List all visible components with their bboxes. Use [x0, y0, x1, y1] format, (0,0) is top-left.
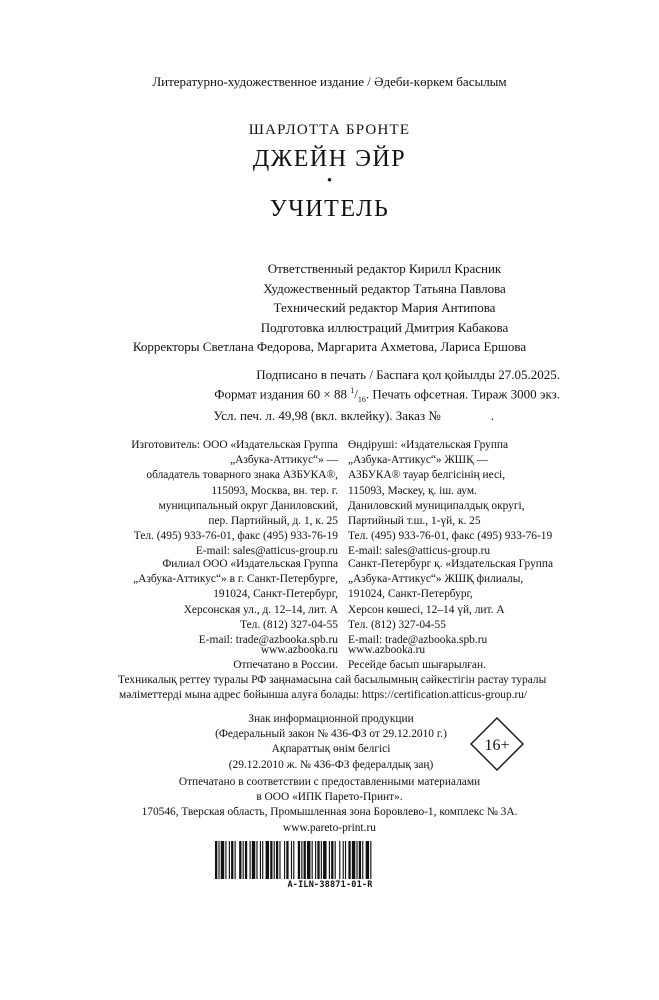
barcode-bar	[345, 841, 346, 879]
manufacturer-ru-line: муниципальный округ Даниловский,	[158, 499, 338, 512]
branch-kz-line: Херсон көшесі, 12–14 үй, лит. А	[348, 603, 505, 616]
fraction-denominator: 16	[357, 394, 366, 404]
manufacturer-kz-line: E-mail: sales@atticus-group.ru	[348, 545, 491, 558]
barcode-bar	[270, 841, 272, 879]
branch-ru-line: Тел. (812) 327-04-55	[240, 618, 338, 631]
manufacturer-kz-line: АЗБУКА® тауар белгісінің иесі,	[348, 469, 506, 482]
manufacturer-ru-line: E-mail: sales@atticus-group.ru	[195, 545, 338, 558]
branch-ru-line: E-mail: trade@azbooka.spb.ru	[198, 634, 338, 647]
barcode-bar	[291, 841, 292, 879]
age-rating-text: 16+	[484, 737, 510, 754]
author-name: ШАРЛОТТА БРОНТЕ	[248, 122, 411, 138]
barcode-bar	[317, 841, 319, 879]
barcode-bar	[274, 841, 275, 879]
info-sign-line: (29.12.2010 ж. № 436-ФЗ федералдық заң)	[228, 758, 434, 771]
branch-ru-line: Херсонская ул., д. 12–14, лит. А	[183, 603, 338, 616]
volume-text: Усл. печ. л. 49,98 (вкл. вклейку). Заказ №	[213, 407, 441, 423]
barcode-bar	[225, 841, 226, 879]
manufacturer-ru-line: пер. Партийный, д. 1, к. 25	[208, 515, 338, 528]
manufacturer-kz-line: 115093, Мәскеу, қ. іш. аум.	[348, 484, 477, 497]
branch-kz-line: Тел. (812) 327-04-55	[348, 618, 446, 631]
staff-line: Корректоры Светлана Федорова, Маргарита Ахметова, Лариса Ершова	[132, 339, 527, 354]
branch-ru-line: Филиал ООО «Издательская Группа	[162, 558, 338, 570]
printer-line: Отпечатано в соответствии с предоставленными материалами	[178, 776, 481, 788]
barcode-bar	[276, 841, 278, 879]
fraction-numerator: 1	[350, 386, 355, 395]
barcode-bar	[331, 841, 333, 879]
barcode-bar	[286, 841, 288, 879]
printer-line: в ООО «ИПК Парето-Принт».	[256, 791, 403, 804]
barcode-bar	[262, 841, 263, 879]
barcode-bar	[243, 841, 244, 879]
manufacturer-kz-line: Партийный т.ш., 1-үй, к. 25	[348, 515, 481, 528]
branch-ru	[118, 557, 338, 648]
barcode-bar	[279, 841, 280, 879]
manufacturer-ru-line: 115093, Москва, вн. тер. г.	[211, 484, 338, 497]
title-separator: •	[326, 173, 333, 189]
branch-ru-line: „Азбука-Аттикус“» в г. Санкт-Петербурге,	[133, 573, 338, 586]
info-sign-line: Ақпараттық өнім белгісі	[271, 743, 391, 756]
barcode-bar	[221, 841, 224, 879]
printer-line: www.pareto-print.ru	[283, 821, 376, 834]
website-ru	[118, 643, 338, 673]
edition-type: Литературно-художественное издание / Әдеби-көркем басылым	[152, 74, 507, 89]
manufacturer-ru-line: „Азбука-Аттикус“» —	[230, 454, 338, 467]
manufacturer-ru-line: Тел. (495) 933-76-01, факс (495) 933-76-19	[133, 530, 338, 543]
barcode-bar	[239, 841, 241, 879]
staff-line: Ответственный редактор Кирилл Красник	[267, 261, 502, 276]
manufacturer-kz	[348, 438, 578, 560]
manufacturer-kz-line: Даниловский муниципалдық округі,	[348, 499, 525, 512]
branch-kz-line: „Азбука-Аттикус“» ЖШҚ филиалы,	[348, 573, 524, 586]
printer-line: 170546, Тверская область, Промышленная зона Боровлево-1, комплекс № 3А.	[141, 806, 518, 819]
barcode-bar	[312, 841, 313, 879]
info-sign-line: (Федеральный закон № 436-ФЗ от 29.12.2010 г.)	[215, 728, 447, 741]
barcode-bar	[348, 841, 350, 879]
barcode-bar	[362, 841, 363, 879]
volume-line	[150, 408, 560, 424]
editorial-staff	[0, 259, 659, 357]
barcode-bar	[293, 841, 294, 879]
format-suffix: . Печать офсетная. Тираж 3000 экз.	[365, 386, 560, 402]
barcode-bar	[256, 841, 257, 879]
format-line: Формат издания 60 × 88 $^1/_{16}$. Печать офсетная. Тираж 3000 экз.	[214, 386, 560, 404]
barcode-bar	[343, 841, 344, 879]
website-kz	[348, 643, 578, 673]
barcode-bar	[215, 841, 217, 879]
barcode-bar	[335, 841, 336, 879]
barcode-bar	[339, 841, 340, 879]
manufacturer-kz-line: „Азбука-Аттикус“» ЖШҚ —	[348, 454, 489, 467]
book-title-1: ДЖЕЙН ЭЙР	[252, 146, 407, 172]
barcode-bar	[245, 841, 247, 879]
barcode-bar	[370, 841, 371, 879]
barcode-bar	[250, 841, 251, 879]
branch-kz-line: E-mail: trade@azbooka.spb.ru	[348, 634, 488, 647]
barcode-bar	[323, 841, 326, 879]
barcode-bar	[235, 841, 236, 879]
barcode-bar	[301, 841, 302, 879]
barcode-bar	[366, 841, 369, 879]
barcode-bar	[321, 841, 322, 879]
barcode-bar	[231, 841, 233, 879]
barcode-label: A-ILN-38871-01-R	[287, 880, 373, 890]
printed-in-russia: Отпечатано в России.	[233, 659, 338, 672]
signed-to-print: Подписано в печать / Баспаға қол қойылды 27.05.2025.	[256, 367, 560, 382]
info-product-sign	[200, 712, 462, 773]
staff-line: Технический редактор Мария Антипова	[273, 300, 496, 315]
staff-line: Подготовка иллюстраций Дмитрия Кабакова	[260, 319, 509, 335]
tech-regulation-line: мәліметтерді мына адрес бойынша алуға болады: https://certification.atticus-group.ru/	[119, 689, 528, 702]
print-info	[150, 367, 560, 424]
staff-line: Художественный редактор Татьяна Павлова	[263, 280, 506, 296]
tech-regulation-line: Техникалық реттеу туралы РФ заңнамасына сай басылымның сәйкестігін растау туралы	[118, 674, 547, 686]
volume-end: .	[490, 407, 494, 423]
barcode-bar	[252, 841, 255, 879]
barcode-bar	[229, 841, 230, 879]
barcode-bar	[359, 841, 361, 879]
barcode-bar	[352, 841, 355, 879]
barcode-bar	[260, 841, 261, 879]
tech-regulation-note	[118, 673, 568, 703]
barcode	[215, 841, 445, 879]
printed-in-russia-kz: Ресейде басып шығарылған.	[348, 659, 486, 672]
printer-info	[0, 775, 659, 836]
barcode-bar	[356, 841, 357, 879]
branch-ru-line: 191024, Санкт-Петербург,	[213, 588, 338, 601]
barcode-bar	[304, 841, 306, 879]
website-url: www.azbooka.ru	[260, 644, 338, 656]
barcode-bar	[307, 841, 310, 879]
book-title-2: УЧИТЕЛЬ	[269, 196, 390, 222]
manufacturer-kz-line: Тел. (495) 933-76-01, факс (495) 933-76-19	[348, 530, 553, 543]
branch-kz-line: 191024, Санкт-Петербург,	[348, 588, 473, 601]
manufacturer-kz-line: Өндіруші: «Издательская Группа	[348, 439, 509, 451]
barcode-bar	[315, 841, 316, 879]
barcode-bar	[329, 841, 330, 879]
branch-kz-line: Санкт-Петербург қ. «Издательская Группа	[348, 558, 554, 570]
manufacturer-ru-line: Изготовитель: ООО «Издательская Группа	[131, 439, 338, 451]
format-prefix: Формат издания 60 × 88	[214, 386, 351, 402]
barcode-bar	[284, 841, 285, 879]
manufacturer-ru-line: обладатель товарного знака АЗБУКА®,	[146, 469, 338, 482]
barcode-bar	[298, 841, 300, 879]
barcode-bar	[218, 841, 219, 879]
age-rating-badge	[470, 717, 524, 771]
manufacturer-ru	[118, 438, 338, 560]
branch-kz	[348, 557, 578, 648]
barcode-bar	[266, 841, 269, 879]
website-url: www.azbooka.ru	[348, 644, 426, 656]
info-sign-line: Знак информационной продукции	[248, 713, 414, 725]
